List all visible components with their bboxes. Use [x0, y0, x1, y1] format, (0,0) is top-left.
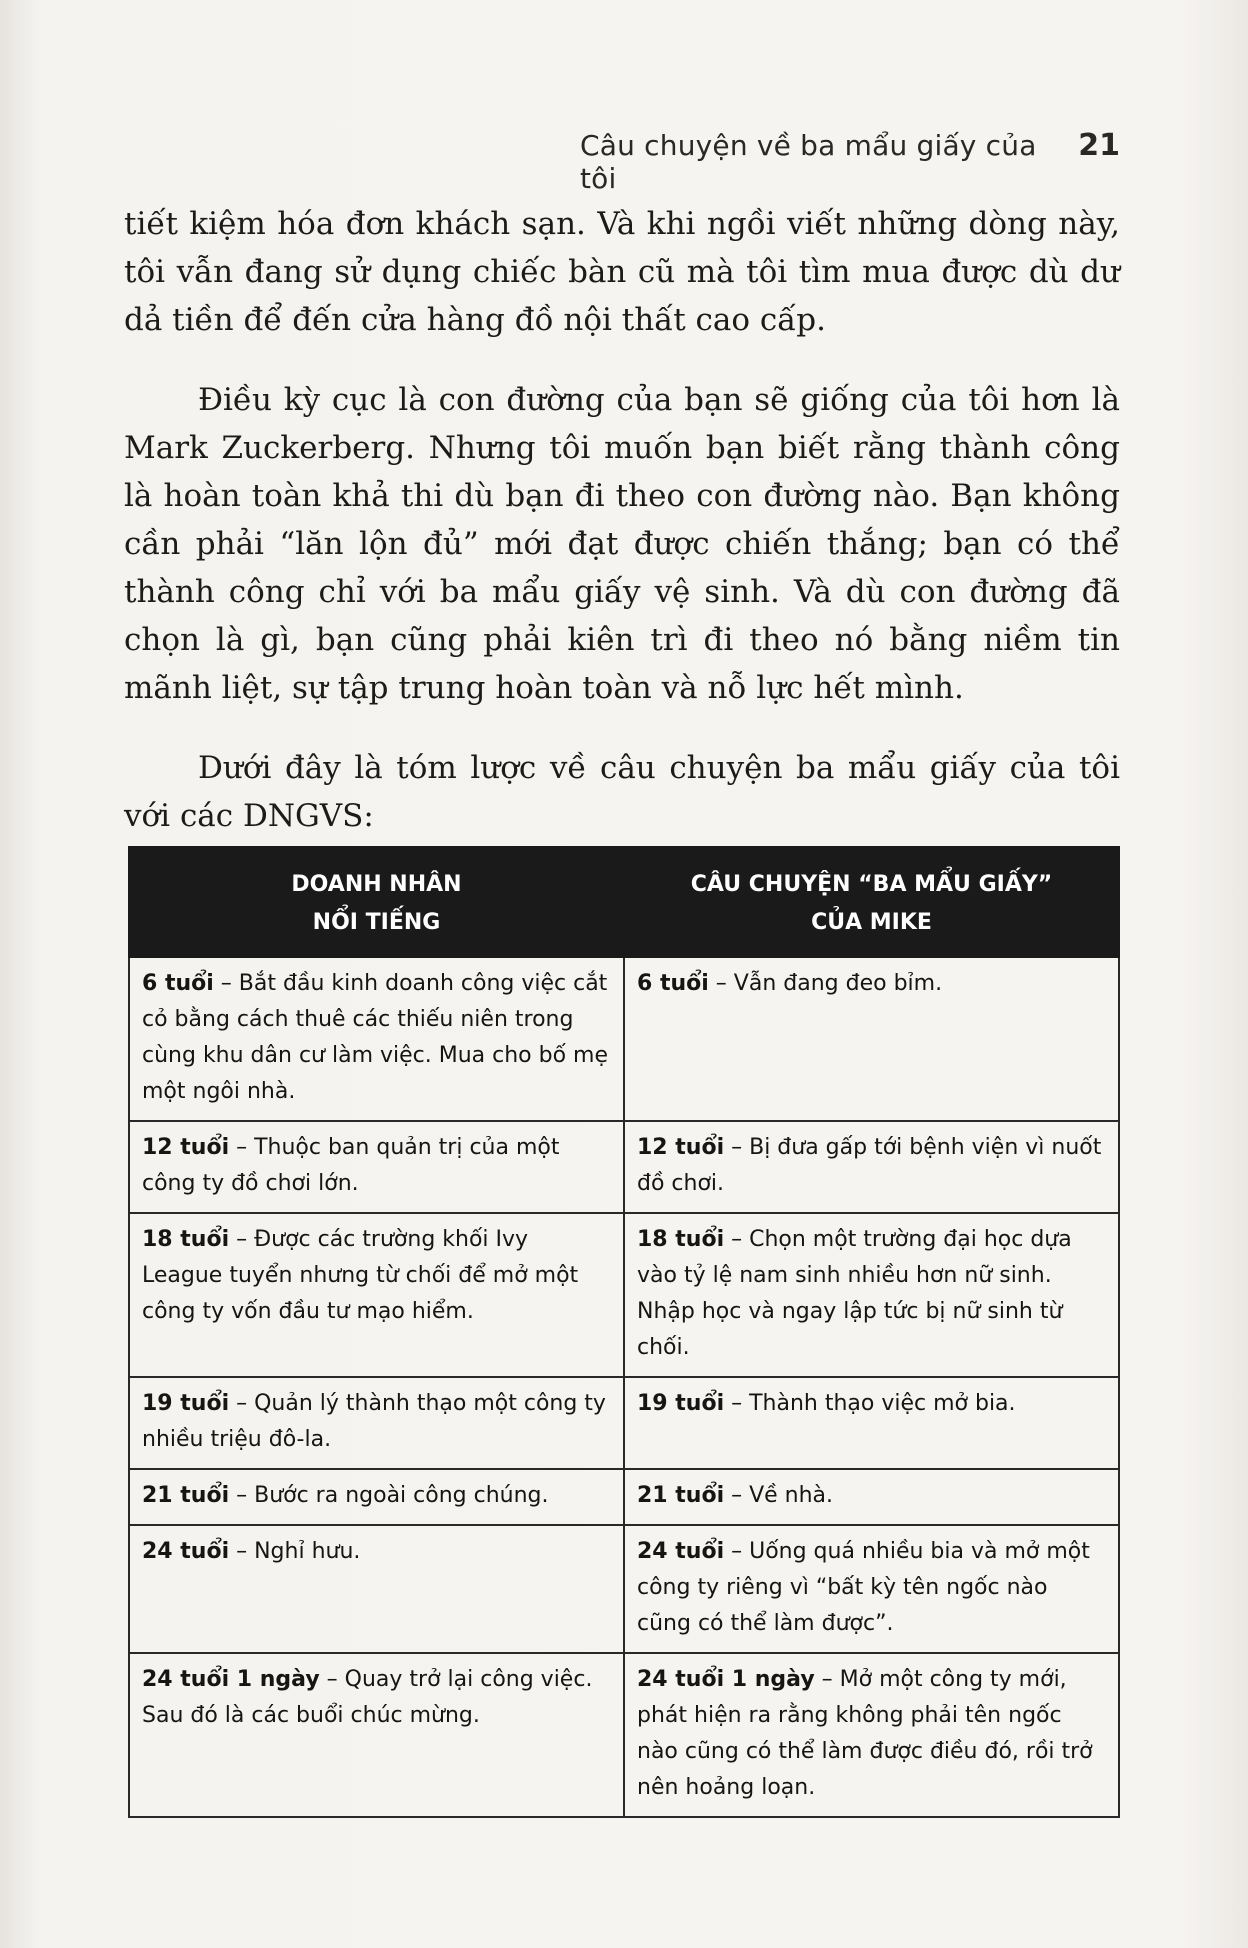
table-cell-left — [129, 1469, 624, 1525]
table-row — [129, 1377, 1119, 1469]
table-cell-right — [624, 1525, 1119, 1653]
paragraph: Điều kỳ cục là con đường của bạn sẽ giống của tôi hơn là Mark Zuckerberg. Nhưng tôi muốn bạn biết rằng thành công là hoàn toàn khả thi dù bạn đi theo con đường nào. Bạn không cần phải “lăn lộn đủ” mới đạt được chiến thắng; bạn có thể thành công chỉ với ba mẩu giấy vệ sinh. Và dù con đường đã chọn là gì, bạn cũng phải kiên trì đi theo nó bằng niềm tin mãnh liệt, sự tập trung hoàn toàn và nỗ lực hết mình. — [124, 382, 1120, 706]
table-row — [129, 1213, 1119, 1377]
table-cell-right — [624, 1653, 1119, 1817]
table-row — [129, 1469, 1119, 1525]
header-famous-entrepreneurs — [129, 847, 624, 957]
table-cell-right — [624, 1213, 1119, 1377]
cell-text: – Bị đưa gấp tới bệnh viện vì nuốt đồ chơi. — [637, 1135, 1102, 1196]
cell-text: – Thành thạo việc mở bia. — [724, 1391, 1016, 1416]
cell-text: – Quản lý thành thạo một công ty nhiều triệu đô-la. — [142, 1391, 606, 1452]
age-label: 24 tuổi 1 ngày — [637, 1667, 815, 1692]
table-row — [129, 1525, 1119, 1653]
cell-text: – Được các trường khối Ivy League tuyển nhưng từ chối để mở một công ty vốn đầu tư mạo hiểm. — [142, 1227, 579, 1324]
table-row — [129, 957, 1119, 1121]
cell-text: – Nghỉ hưu. — [229, 1539, 361, 1564]
table-header-row — [129, 847, 1119, 957]
cell-text: – Quay trở lại công việc. Sau đó là các buổi chúc mừng. — [142, 1667, 593, 1728]
table-row — [129, 1121, 1119, 1213]
header-text: CÂU CHUYỆN “BA MẨU GIẤY” — [690, 872, 1053, 897]
age-label: 24 tuổi 1 ngày — [142, 1667, 320, 1692]
cell-text: – Thuộc ban quản trị của một công ty đồ chơi lớn. — [142, 1135, 560, 1196]
table-cell-left — [129, 1525, 624, 1653]
page-number: 21 — [1078, 128, 1120, 163]
table-cell-left — [129, 1121, 624, 1213]
age-label: 12 tuổi — [637, 1135, 725, 1160]
age-label: 24 tuổi — [142, 1539, 230, 1564]
table-cell-left — [129, 1213, 624, 1377]
age-label: 19 tuổi — [637, 1391, 725, 1416]
paragraph: Dưới đây là tóm lược về câu chuyện ba mẩu giấy của tôi với các DNGVS: — [124, 750, 1120, 834]
header-text: NỔI TIẾNG — [312, 910, 441, 935]
cell-text: – Bước ra ngoài công chúng. — [229, 1483, 549, 1508]
body-text — [124, 200, 1120, 872]
chapter-title: Câu chuyện về ba mẩu giấy của tôi — [580, 129, 1037, 195]
table-cell-left — [129, 1653, 624, 1817]
cell-text: – Chọn một trường đại học dựa vào tỷ lệ nam sinh nhiều hơn nữ sinh. Nhập học và ngay lập tức bị nữ sinh từ chối. — [637, 1227, 1072, 1360]
table-cell-right — [624, 957, 1119, 1121]
age-label: 18 tuổi — [142, 1227, 230, 1252]
table-cell-right — [624, 1377, 1119, 1469]
age-label: 6 tuổi — [637, 971, 709, 996]
header-text: CỦA MIKE — [811, 910, 932, 935]
header-mike-story — [624, 847, 1119, 957]
cell-text: – Bắt đầu kinh doanh công việc cắt cỏ bằng cách thuê các thiếu niên trong cùng khu dân cư làm việc. Mua cho bố mẹ một ngôi nhà. — [142, 971, 609, 1104]
table-cell-left — [129, 1377, 624, 1469]
cell-text: – Uống quá nhiều bia và mở một công ty riêng vì “bất kỳ tên ngốc nào cũng có thể làm được”. — [637, 1539, 1090, 1636]
paragraph: tiết kiệm hóa đơn khách sạn. Và khi ngồi viết những dòng này, tôi vẫn đang sử dụng chiếc bàn cũ mà tôi tìm mua được dù dư dả tiền để đến cửa hàng đồ nội thất cao cấp. — [124, 206, 1120, 338]
table-cell-right — [624, 1121, 1119, 1213]
cell-text: – Vẫn đang đeo bỉm. — [708, 971, 943, 996]
cell-text: – Mở một công ty mới, phát hiện ra rằng không phải tên ngốc nào cũng có thể làm được điều đó, rồi trở nên hoảng loạn. — [637, 1667, 1093, 1800]
table-row — [129, 1653, 1119, 1817]
cell-text: – Về nhà. — [724, 1483, 834, 1508]
age-label: 12 tuổi — [142, 1135, 230, 1160]
age-label: 18 tuổi — [637, 1227, 725, 1252]
age-label: 24 tuổi — [637, 1539, 725, 1564]
comparison-table — [128, 846, 1120, 1818]
header-text: DOANH NHÂN — [291, 872, 462, 897]
age-label: 6 tuổi — [142, 971, 214, 996]
running-header — [580, 128, 1120, 195]
table-cell-left — [129, 957, 624, 1121]
table-cell-right — [624, 1469, 1119, 1525]
age-label: 21 tuổi — [637, 1483, 725, 1508]
age-label: 21 tuổi — [142, 1483, 230, 1508]
age-label: 19 tuổi — [142, 1391, 230, 1416]
